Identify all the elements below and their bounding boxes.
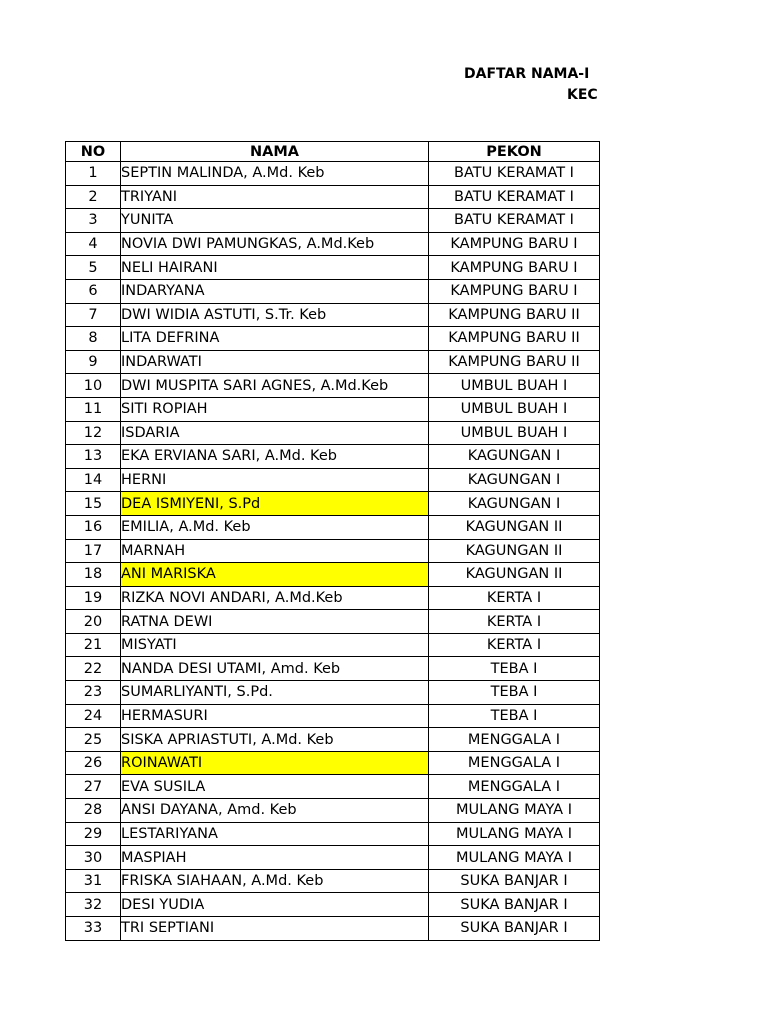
cell-pekon: TEBA I	[429, 657, 600, 681]
cell-nama: SUMARLIYANTI, S.Pd.	[121, 681, 429, 705]
cell-nama: TRIYANI	[121, 185, 429, 209]
table-row	[66, 445, 600, 469]
cell-no: 15	[66, 492, 121, 516]
cell-nama: NELI HAIRANI	[121, 256, 429, 280]
cell-pekon: UMBUL BUAH I	[429, 374, 600, 398]
cell-nama: ANSI DAYANA, Amd. Keb	[121, 799, 429, 823]
cell-no: 22	[66, 657, 121, 681]
cell-nama: LITA DEFRINA	[121, 327, 429, 351]
table-row	[66, 515, 600, 539]
table-row	[66, 279, 600, 303]
cell-nama: LESTARIYANA	[121, 822, 429, 846]
cell-pekon: KAGUNGAN I	[429, 468, 600, 492]
cell-pekon: KAGUNGAN I	[429, 492, 600, 516]
cell-no: 14	[66, 468, 121, 492]
cell-nama: MISYATI	[121, 633, 429, 657]
cell-pekon: KAMPUNG BARU I	[429, 279, 600, 303]
cell-pekon: KAMPUNG BARU I	[429, 232, 600, 256]
cell-nama: YUNITA	[121, 209, 429, 233]
cell-pekon: KAGUNGAN II	[429, 539, 600, 563]
cell-no: 16	[66, 515, 121, 539]
cell-nama: SITI ROPIAH	[121, 397, 429, 421]
cell-pekon: KAGUNGAN II	[429, 515, 600, 539]
cell-nama: INDARWATI	[121, 350, 429, 374]
table-row	[66, 492, 600, 516]
table-row	[66, 303, 600, 327]
header-nama: NAMA	[121, 142, 429, 162]
cell-no: 10	[66, 374, 121, 398]
cell-nama: ROINAWATI	[121, 751, 429, 775]
cell-no: 28	[66, 799, 121, 823]
cell-nama: HERNI	[121, 468, 429, 492]
cell-nama: ISDARIA	[121, 421, 429, 445]
cell-no: 33	[66, 917, 121, 941]
cell-nama: DWI MUSPITA SARI AGNES, A.Md.Keb	[121, 374, 429, 398]
table-row	[66, 893, 600, 917]
cell-nama: MASPIAH	[121, 846, 429, 870]
table-row	[66, 256, 600, 280]
cell-no: 8	[66, 327, 121, 351]
cell-no: 5	[66, 256, 121, 280]
cell-no: 6	[66, 279, 121, 303]
cell-pekon: KAGUNGAN II	[429, 563, 600, 587]
cell-pekon: KAMPUNG BARU I	[429, 256, 600, 280]
cell-no: 27	[66, 775, 121, 799]
cell-pekon: MULANG MAYA I	[429, 822, 600, 846]
table-row	[66, 610, 600, 634]
cell-no: 2	[66, 185, 121, 209]
cell-pekon: BATU KERAMAT I	[429, 209, 600, 233]
cell-no: 24	[66, 704, 121, 728]
cell-no: 31	[66, 869, 121, 893]
cell-nama: RIZKA NOVI ANDARI, A.Md.Keb	[121, 586, 429, 610]
table-row	[66, 327, 600, 351]
cell-no: 4	[66, 232, 121, 256]
cell-no: 20	[66, 610, 121, 634]
cell-nama: SEPTIN MALINDA, A.Md. Keb	[121, 162, 429, 186]
cell-pekon: UMBUL BUAH I	[429, 421, 600, 445]
header-pekon: PEKON	[429, 142, 600, 162]
cell-nama: DWI WIDIA ASTUTI, S.Tr. Keb	[121, 303, 429, 327]
cell-no: 32	[66, 893, 121, 917]
table-row	[66, 917, 600, 941]
table-row	[66, 232, 600, 256]
cell-pekon: SUKA BANJAR I	[429, 893, 600, 917]
cell-pekon: MENGGALA I	[429, 728, 600, 752]
cell-nama: NANDA DESI UTAMI, Amd. Keb	[121, 657, 429, 681]
cell-nama: EMILIA, A.Md. Keb	[121, 515, 429, 539]
cell-pekon: TEBA I	[429, 681, 600, 705]
cell-nama: DEA ISMIYENI, S.Pd	[121, 492, 429, 516]
table-row	[66, 822, 600, 846]
table-row	[66, 209, 600, 233]
cell-no: 23	[66, 681, 121, 705]
table-row	[66, 633, 600, 657]
table-row	[66, 751, 600, 775]
cell-nama: NOVIA DWI PAMUNGKAS, A.Md.Keb	[121, 232, 429, 256]
cell-nama: RATNA DEWI	[121, 610, 429, 634]
cell-pekon: KAGUNGAN I	[429, 445, 600, 469]
table-row	[66, 468, 600, 492]
table-row	[66, 563, 600, 587]
page-title-line-1: DAFTAR NAMA-I	[464, 66, 590, 82]
table-row	[66, 397, 600, 421]
cell-nama: INDARYANA	[121, 279, 429, 303]
cell-no: 12	[66, 421, 121, 445]
table-row	[66, 350, 600, 374]
cell-no: 21	[66, 633, 121, 657]
table-row	[66, 421, 600, 445]
table-row	[66, 681, 600, 705]
cell-no: 26	[66, 751, 121, 775]
cell-pekon: MENGGALA I	[429, 775, 600, 799]
table-row	[66, 374, 600, 398]
cell-nama: EVA SUSILA	[121, 775, 429, 799]
name-list-table	[65, 141, 600, 941]
table-header-row	[66, 142, 600, 162]
cell-pekon: BATU KERAMAT I	[429, 185, 600, 209]
cell-nama: ANI MARISKA	[121, 563, 429, 587]
cell-pekon: KERTA I	[429, 610, 600, 634]
cell-pekon: KERTA I	[429, 633, 600, 657]
cell-nama: MARNAH	[121, 539, 429, 563]
cell-nama: TRI SEPTIANI	[121, 917, 429, 941]
table-row	[66, 704, 600, 728]
cell-pekon: TEBA I	[429, 704, 600, 728]
cell-nama: HERMASURI	[121, 704, 429, 728]
cell-pekon: SUKA BANJAR I	[429, 869, 600, 893]
cell-pekon: KAMPUNG BARU II	[429, 350, 600, 374]
cell-pekon: KERTA I	[429, 586, 600, 610]
cell-no: 18	[66, 563, 121, 587]
table-row	[66, 728, 600, 752]
header-no: NO	[66, 142, 121, 162]
table-body	[66, 162, 600, 941]
cell-pekon: UMBUL BUAH I	[429, 397, 600, 421]
cell-nama: FRISKA SIAHAAN, A.Md. Keb	[121, 869, 429, 893]
cell-no: 1	[66, 162, 121, 186]
cell-no: 17	[66, 539, 121, 563]
cell-pekon: MULANG MAYA I	[429, 846, 600, 870]
table-row	[66, 162, 600, 186]
cell-no: 19	[66, 586, 121, 610]
cell-nama: SISKA APRIASTUTI, A.Md. Keb	[121, 728, 429, 752]
table-row	[66, 185, 600, 209]
cell-no: 25	[66, 728, 121, 752]
cell-no: 13	[66, 445, 121, 469]
table-row	[66, 846, 600, 870]
cell-nama: EKA ERVIANA SARI, A.Md. Keb	[121, 445, 429, 469]
table-row	[66, 799, 600, 823]
table-row	[66, 657, 600, 681]
cell-nama: DESI YUDIA	[121, 893, 429, 917]
cell-no: 30	[66, 846, 121, 870]
cell-pekon: BATU KERAMAT I	[429, 162, 600, 186]
cell-pekon: MULANG MAYA I	[429, 799, 600, 823]
cell-no: 7	[66, 303, 121, 327]
table-row	[66, 539, 600, 563]
page-title-line-2: KEC	[567, 87, 598, 103]
cell-no: 11	[66, 397, 121, 421]
cell-pekon: SUKA BANJAR I	[429, 917, 600, 941]
cell-no: 29	[66, 822, 121, 846]
cell-no: 9	[66, 350, 121, 374]
cell-pekon: KAMPUNG BARU II	[429, 303, 600, 327]
table-row	[66, 586, 600, 610]
cell-pekon: MENGGALA I	[429, 751, 600, 775]
cell-pekon: KAMPUNG BARU II	[429, 327, 600, 351]
table-row	[66, 869, 600, 893]
table-row	[66, 775, 600, 799]
cell-no: 3	[66, 209, 121, 233]
